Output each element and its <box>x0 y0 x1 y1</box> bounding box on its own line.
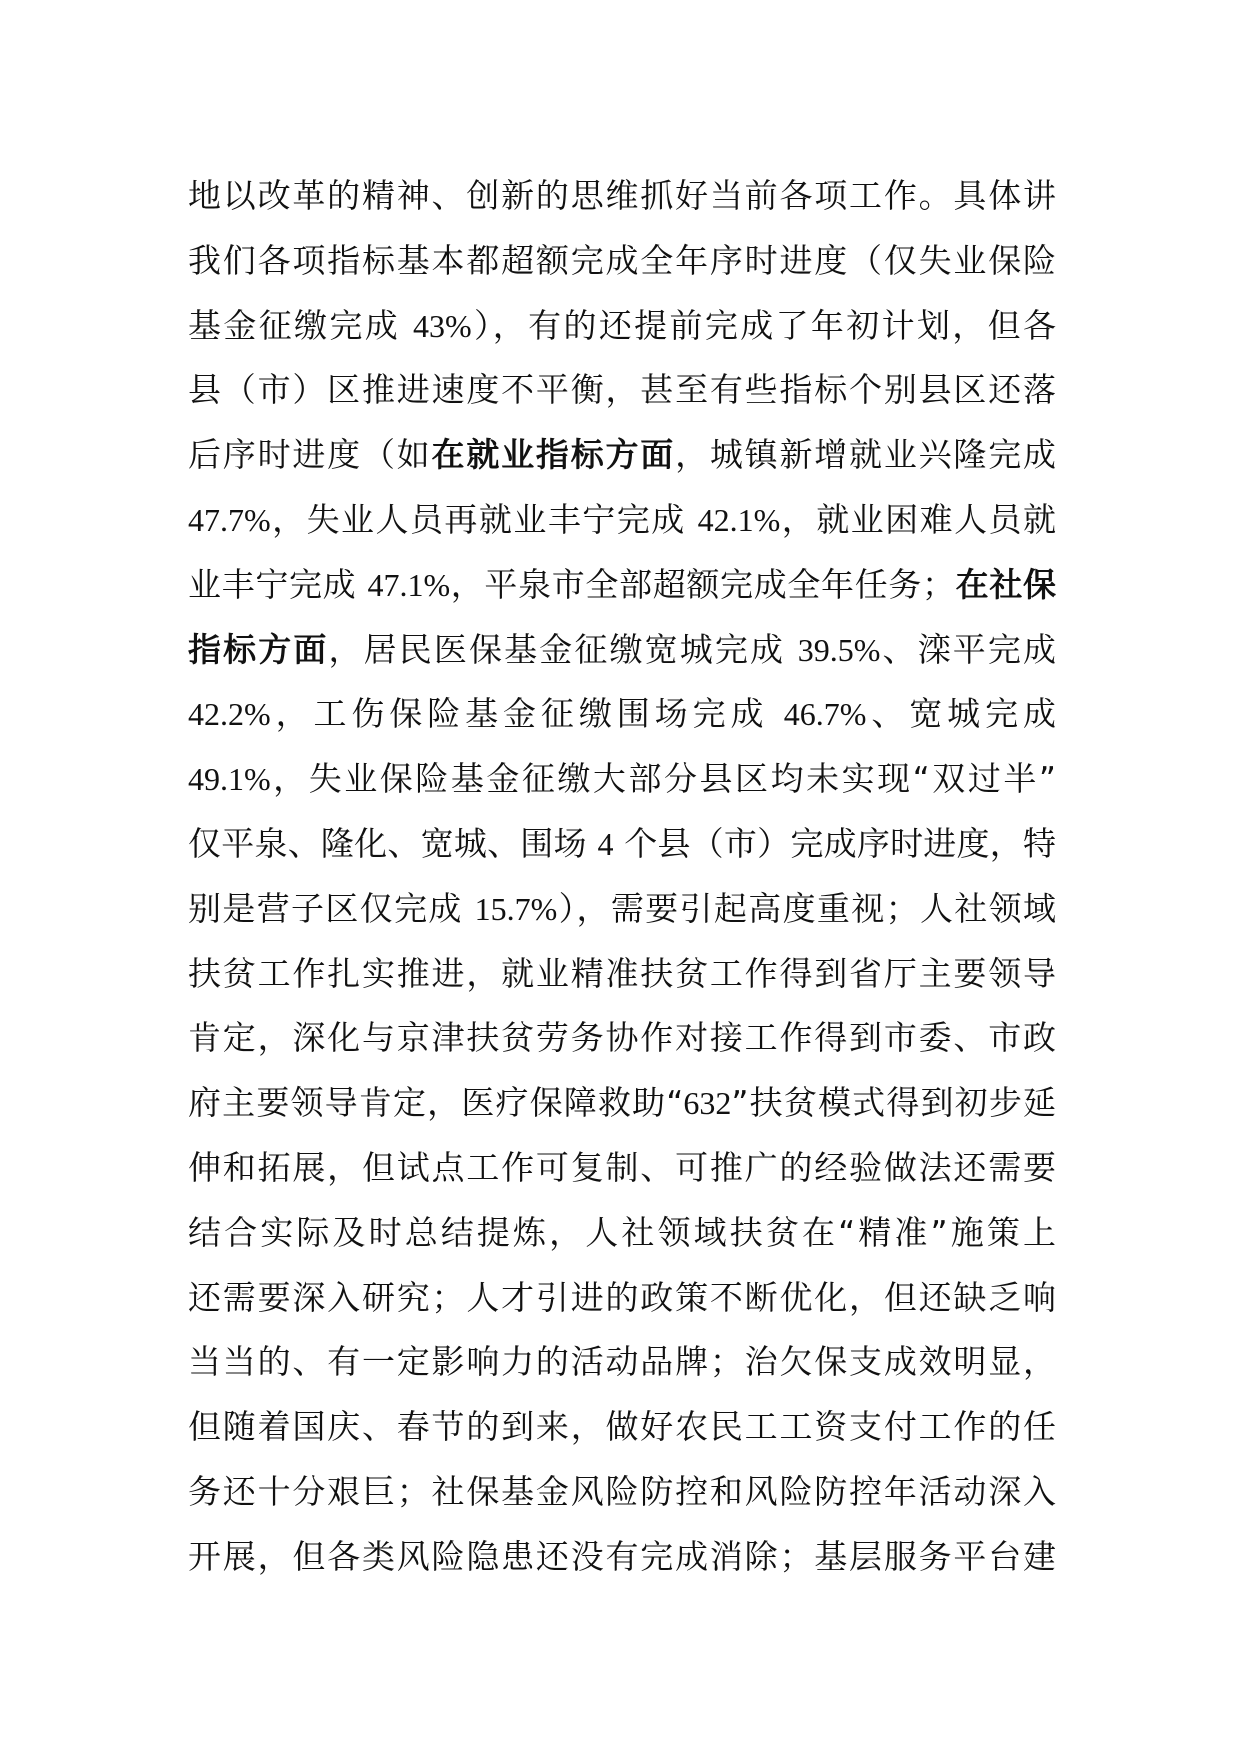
text-segment: ，平泉市全部超额完成全年任务； <box>450 564 956 604</box>
text-segment: 、滦平完成 <box>880 629 1056 669</box>
text-line <box>188 1266 1056 1331</box>
text-segment: 别是营子区仅完成 <box>188 888 475 928</box>
text-line <box>188 877 1056 942</box>
number-text-segment: 15.7% <box>474 890 558 927</box>
text-line <box>188 1525 1056 1590</box>
text-segment: 县（市）区推进速度不平衡，甚至有些指标个别县区还落 <box>188 370 1056 410</box>
text-segment: 当当的、有一定影响力的活动品牌；治欠保支成效明显， <box>188 1342 1056 1382</box>
text-segment: 府主要领导肯定，医疗保障救助“ <box>188 1083 684 1123</box>
text-segment: 伸和拓展，但试点工作可复制、可推广的经验做法还需要 <box>188 1147 1056 1187</box>
text-line <box>188 1330 1056 1395</box>
text-line <box>188 618 1056 683</box>
text-segment: 个县（市）完成序时进度，特 <box>613 823 1056 863</box>
number-text-segment: 42.2% <box>188 696 271 733</box>
text-segment: 但随着国庆、春节的到来，做好农民工工资支付工作的任 <box>188 1407 1056 1447</box>
text-segment: 、宽城完成 <box>866 694 1056 734</box>
text-segment: ，失业保险基金征缴大部分县区均未实现“双过半” <box>270 759 1056 799</box>
text-segment: 还需要深入研究；人才引进的政策不断优化，但还缺乏响 <box>188 1277 1056 1317</box>
text-segment: ，失业人员再就业丰宁完成 <box>270 499 698 539</box>
text-line <box>188 553 1056 618</box>
number-text-segment: 632 <box>683 1085 732 1122</box>
text-line <box>188 164 1056 229</box>
bold-text-segment: 在社保 <box>955 564 1056 604</box>
number-text-segment: 47.1% <box>367 566 451 603</box>
text-line <box>188 1136 1056 1201</box>
number-text-segment: 43% <box>412 307 472 344</box>
text-segment: 肯定，深化与京津扶贫劳务协作对接工作得到市委、市政 <box>188 1018 1056 1058</box>
text-line <box>188 747 1056 812</box>
text-line <box>188 1460 1056 1525</box>
text-segment: ”扶贫模式得到初步延 <box>731 1083 1056 1123</box>
text-line <box>188 423 1056 488</box>
bold-text-segment: 在就业指标方面 <box>431 435 676 475</box>
text-line <box>188 229 1056 294</box>
text-line <box>188 358 1056 423</box>
number-text-segment: 4 <box>597 825 614 862</box>
text-line <box>188 942 1056 1007</box>
text-segment: ），有的还提前完成了年初计划，但各 <box>471 305 1056 345</box>
text-segment: 地以改革的精神、创新的思维抓好当前各项工作。具体讲 <box>188 176 1056 215</box>
number-text-segment: 42.1% <box>697 501 781 538</box>
text-segment: ，工伤保险基金征缴围场完成 <box>270 694 784 734</box>
text-segment: ，就业困难人员就 <box>780 499 1056 539</box>
text-segment: 我们各项指标基本都超额完成全年序时进度（仅失业保险 <box>188 240 1056 280</box>
text-segment: 业丰宁完成 <box>188 564 368 604</box>
number-text-segment: 49.1% <box>188 761 271 798</box>
text-segment: ，城镇新增就业兴隆完成 <box>675 435 1056 475</box>
text-segment: 后序时进度（如 <box>188 435 432 475</box>
text-segment: 仅平泉、隆化、宽城、围场 <box>188 823 598 863</box>
number-text-segment: 39.5% <box>797 631 881 668</box>
text-line <box>188 1071 1056 1136</box>
number-text-segment: 47.7% <box>188 501 271 538</box>
text-line <box>188 1006 1056 1071</box>
text-line <box>188 488 1056 553</box>
text-segment: 基金征缴完成 <box>188 305 413 345</box>
text-line <box>188 1201 1056 1266</box>
text-line <box>188 1395 1056 1460</box>
text-segment: 务还十分艰巨；社保基金风险防控和风险防控年活动深入 <box>188 1471 1056 1511</box>
text-line <box>188 812 1056 877</box>
document-body <box>188 164 1056 1590</box>
text-line <box>188 294 1056 359</box>
bold-text-segment: 指标方面 <box>188 629 329 669</box>
text-line <box>188 682 1056 747</box>
text-segment: ），需要引起高度重视；人社领域 <box>557 888 1056 928</box>
text-segment: 扶贫工作扎实推进，就业精准扶贫工作得到省厅主要领导 <box>188 953 1056 993</box>
text-segment: 开展，但各类风险隐患还没有完成消除；基层服务平台建 <box>188 1536 1056 1576</box>
number-text-segment: 46.7% <box>783 696 867 733</box>
text-segment: 结合实际及时总结提炼，人社领域扶贫在“精准”施策上 <box>188 1212 1056 1252</box>
text-segment: ，居民医保基金征缴宽城完成 <box>328 629 798 669</box>
